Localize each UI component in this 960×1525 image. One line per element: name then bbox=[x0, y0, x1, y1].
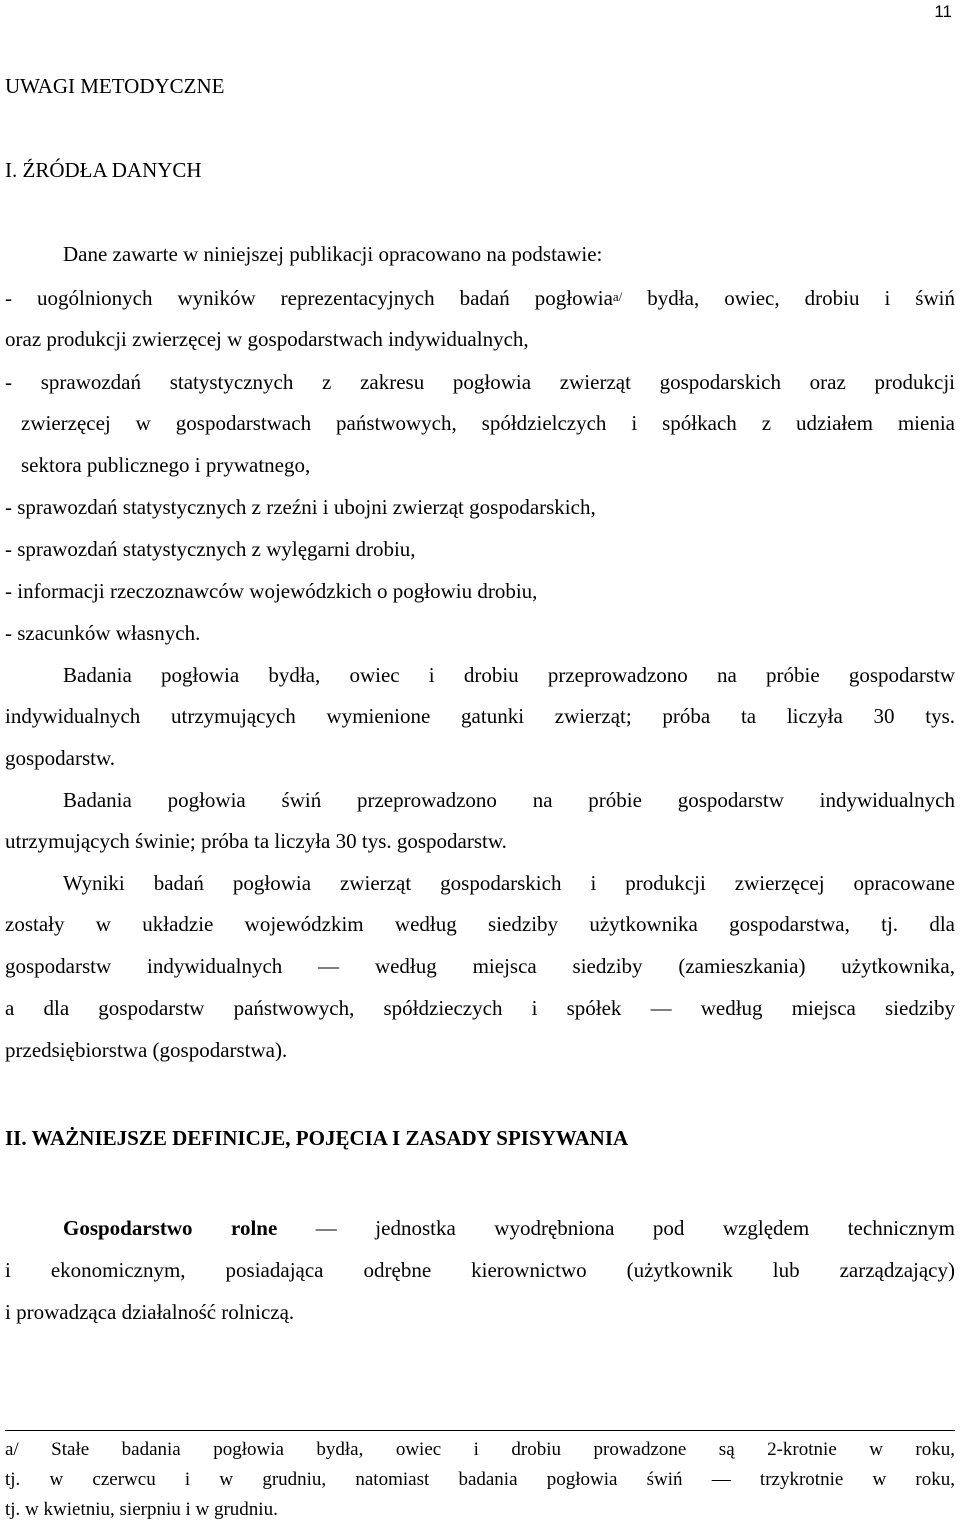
footnote-line-1: a/ Stałe badania pogłowia bydła, owiec i drobiu prowadzone są 2-krotnie w roku, bbox=[5, 1439, 955, 1460]
definition-line-2: i ekonomicznym, posiadająca odrębne kierownictwo (użytkownik lub zarządzający) bbox=[5, 1258, 955, 1282]
definition-term: Gospodarstwo rolne bbox=[63, 1216, 278, 1240]
intro-paragraph: Dane zawarte w niniejszej publikacji opracowano na podstawie: bbox=[63, 242, 603, 266]
list-item-4: - sprawozdań statystycznych z wylęgarni drobiu, bbox=[5, 537, 416, 561]
paragraph-2-line-1: Badania pogłowia świń przeprowadzono na próbie gospodarstw indywidualnych bbox=[63, 788, 955, 812]
list-item-2-line-2: zwierzęcej w gospodarstwach państwowych, spółdzielczych i spółkach z udziałem mienia bbox=[21, 411, 955, 435]
section-title-sources: I. ŹRÓDŁA DANYCH bbox=[5, 158, 202, 182]
definition-line-1 bbox=[63, 1214, 955, 1242]
page-number: 11 bbox=[934, 2, 952, 21]
list-item-5: - informacji rzeczoznawców wojewódzkich o pogłowiu drobiu, bbox=[5, 579, 538, 603]
list-item-3: - sprawozdań statystycznych z rzeźni i ubojni zwierząt gospodarskich, bbox=[5, 495, 596, 519]
footnote-marker: a/ bbox=[612, 289, 623, 304]
footnote-divider bbox=[5, 1430, 955, 1431]
paragraph-1-line-1: Badania pogłowia bydła, owiec i drobiu przeprowadzono na próbie gospodarstw bbox=[63, 663, 955, 687]
list-item-1-text: - uogólnionych wyników reprezentacyjnych badań pogłowia bbox=[5, 286, 613, 310]
paragraph-3-line-5: przedsiębiorstwa (gospodarstwa). bbox=[5, 1038, 288, 1062]
list-item-1-line-2: oraz produkcji zwierzęcej w gospodarstwach indywidualnych, bbox=[5, 327, 529, 351]
section-title-definitions: II. WAŻNIEJSZE DEFINICJE, POJĘCIA I ZASADY SPISYWANIA bbox=[5, 1126, 629, 1150]
paragraph-1-line-2: indywidualnych utrzymujących wymienione gatunki zwierząt; próba ta liczyła 30 tys. bbox=[5, 704, 955, 728]
paragraph-3-line-1: Wyniki badań pogłowia zwierząt gospodarskich i produkcji zwierzęcej opracowane bbox=[63, 871, 955, 895]
list-item-2-line-1: - sprawozdań statystycznych z zakresu pogłowia zwierząt gospodarskich oraz produkcji bbox=[5, 370, 955, 394]
footnote-line-2: tj. w czerwcu i w grudniu, natomiast badania pogłowia świń — trzykrotnie w roku, bbox=[5, 1469, 955, 1490]
paragraph-3-line-4: a dla gospodarstw państwowych, spółdzieczych i spółek — według miejsca siedziby bbox=[5, 996, 955, 1020]
paragraph-2-line-2: utrzymujących świnie; próba ta liczyła 30 tys. gospodarstw. bbox=[5, 829, 507, 853]
paragraph-3-line-3: gospodarstw indywidualnych — według miejsca siedziby (zamieszkania) użytkownika, bbox=[5, 954, 955, 978]
footnote-line-3: tj. w kwietniu, sierpniu i w grudniu. bbox=[5, 1499, 278, 1520]
list-item-1-line-1 bbox=[5, 284, 955, 312]
paragraph-1-line-3: gospodarstw. bbox=[5, 746, 116, 770]
page-title: UWAGI METODYCZNE bbox=[5, 74, 225, 98]
list-item-6: - szacunków własnych. bbox=[5, 621, 201, 645]
list-item-2-line-3: sektora publicznego i prywatnego, bbox=[21, 453, 311, 477]
paragraph-3-line-2: zostały w układzie wojewódzkim według siedziby użytkownika gospodarstwa, tj. dla bbox=[5, 912, 955, 936]
definition-line-3: i prowadząca działalność rolniczą. bbox=[5, 1300, 295, 1324]
list-item-1-text-cont: bydła, owiec, drobiu i świń bbox=[622, 286, 955, 310]
definition-text: — jednostka wyodrębniona pod względem technicznym bbox=[277, 1216, 955, 1240]
